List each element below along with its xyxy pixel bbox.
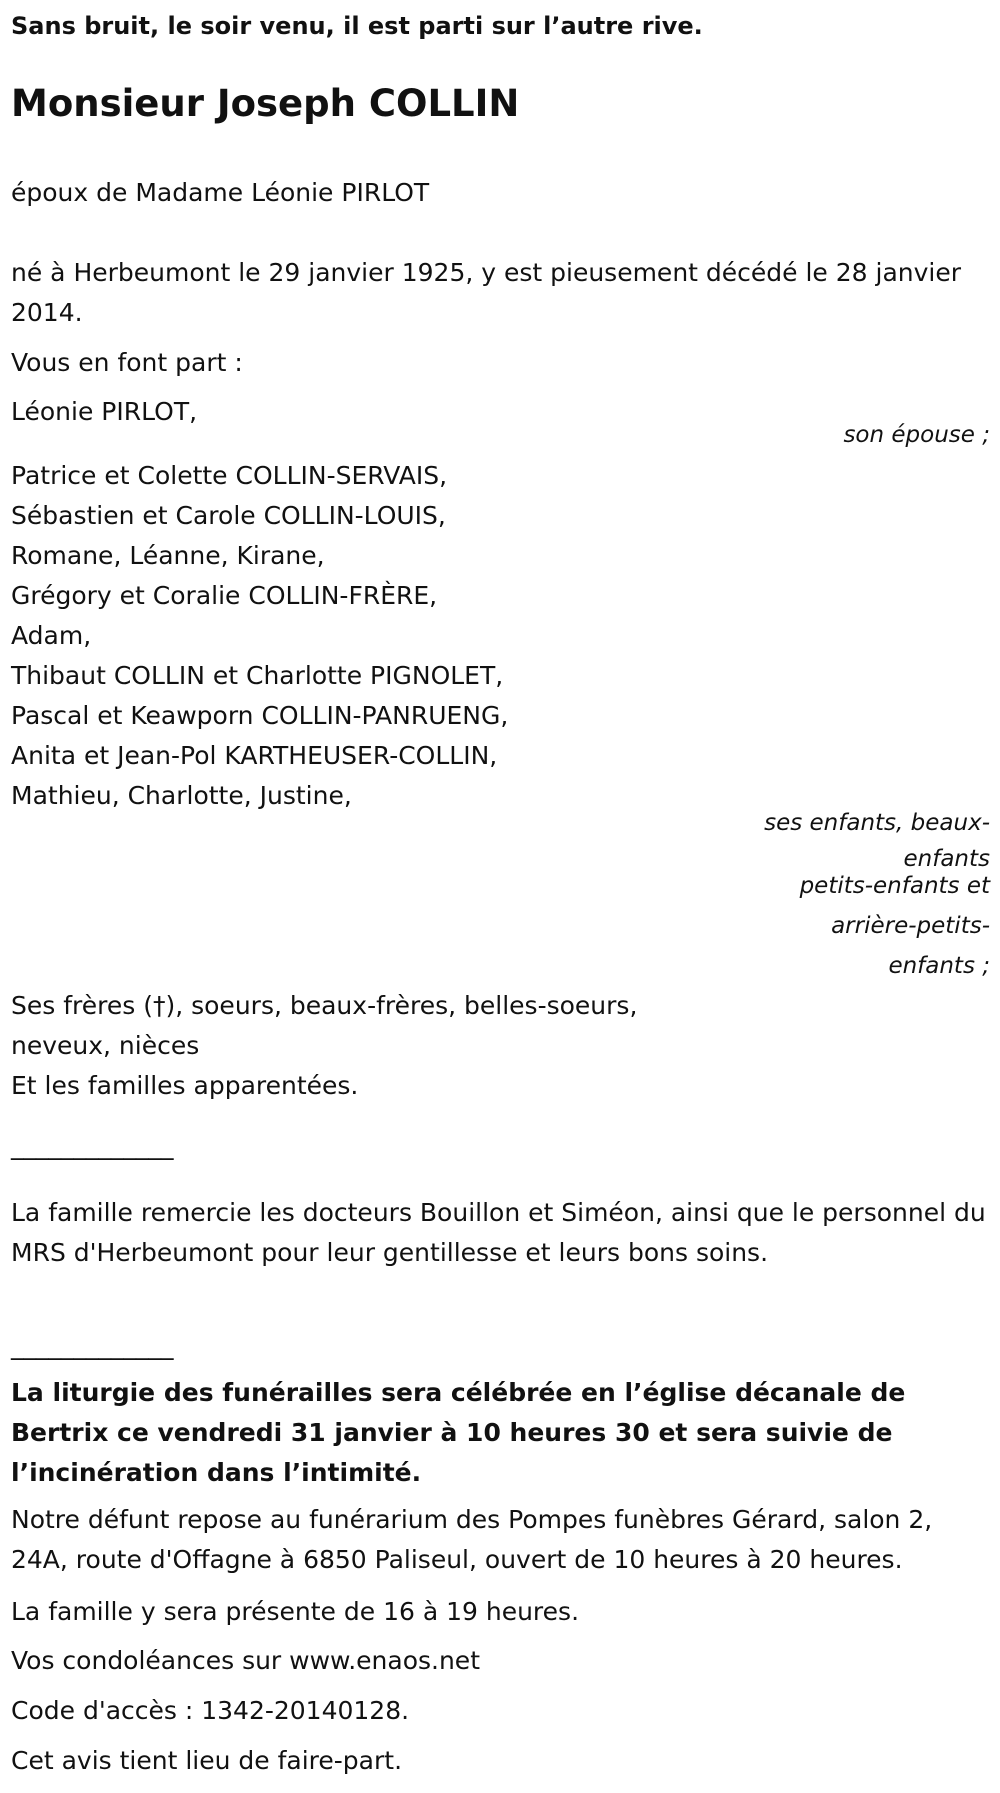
family-member: Patrice et Colette COLLIN-SERVAIS, (11, 461, 448, 490)
family-member: Thibaut COLLIN et Charlotte PIGNOLET, (11, 661, 504, 690)
announcement-text: Vous en font part : (11, 348, 243, 377)
repose-text: Notre défunt repose au funérarium des Pompes funèbres Gérard, salon 2, 24A, route d'Offagne à 6850 Paliseul, ouvert de 10 heures à 20 heures. (11, 1505, 933, 1574)
extended-family: neveux, nièces (11, 1031, 200, 1060)
family-member: Mathieu, Charlotte, Justine, (11, 781, 352, 810)
epigraph: Sans bruit, le soir venu, il est parti sur l’autre rive. (11, 12, 703, 40)
family-member: Anita et Jean-Pol KARTHEUSER-COLLIN, (11, 741, 498, 770)
extended-family: Et les familles apparentées. (11, 1071, 359, 1100)
family-member: Grégory et Coralie COLLIN-FRÈRE, (11, 581, 438, 610)
birth-death-text: né à Herbeumont le 29 janvier 1925, y est pieusement décédé le 28 janvier 2014. (11, 258, 962, 327)
children-role: enfants ; (888, 953, 990, 979)
presence-text: La famille y sera présente de 16 à 19 heures. (11, 1597, 580, 1626)
access-code-text: Code d'accès : 1342-20140128. (11, 1696, 410, 1725)
spouse-line: époux de Madame Léonie PIRLOT (11, 178, 430, 207)
spouse-name: Léonie PIRLOT, (11, 397, 198, 426)
spouse-role: son épouse ; (843, 422, 990, 448)
children-role: petits-enfants et (799, 873, 990, 899)
extended-family: Ses frères (†), soeurs, beaux-frères, belles-soeurs, (11, 991, 638, 1020)
condolences-text: Vos condoléances sur www.enaos.net (11, 1646, 480, 1675)
family-member: Pascal et Keawporn COLLIN-PANRUENG, (11, 701, 509, 730)
children-role: enfants (903, 846, 990, 872)
closing-text: Cet avis tient lieu de faire-part. (11, 1746, 403, 1775)
separator: _____________ (11, 1131, 174, 1160)
family-member: Adam, (11, 621, 92, 650)
deceased-name: Monsieur Joseph COLLIN (11, 82, 520, 125)
thanks-text: La famille remercie les docteurs Bouillon et Siméon, ainsi que le personnel du MRS d'Herbeumont pour leur gentillesse et leurs bons soins. (11, 1198, 986, 1267)
separator: _____________ (11, 1331, 174, 1360)
children-role: arrière-petits- (831, 913, 990, 939)
children-role: ses enfants, beaux- (764, 810, 990, 836)
funeral-text: La liturgie des funérailles sera célébrée en l’église décanale de Bertrix ce vendredi 31 janvier à 10 heures 30 et sera suivie de l’incinération dans l’intimité. (11, 1378, 906, 1487)
family-member: Romane, Léanne, Kirane, (11, 541, 325, 570)
family-member: Sébastien et Carole COLLIN-LOUIS, (11, 501, 446, 530)
